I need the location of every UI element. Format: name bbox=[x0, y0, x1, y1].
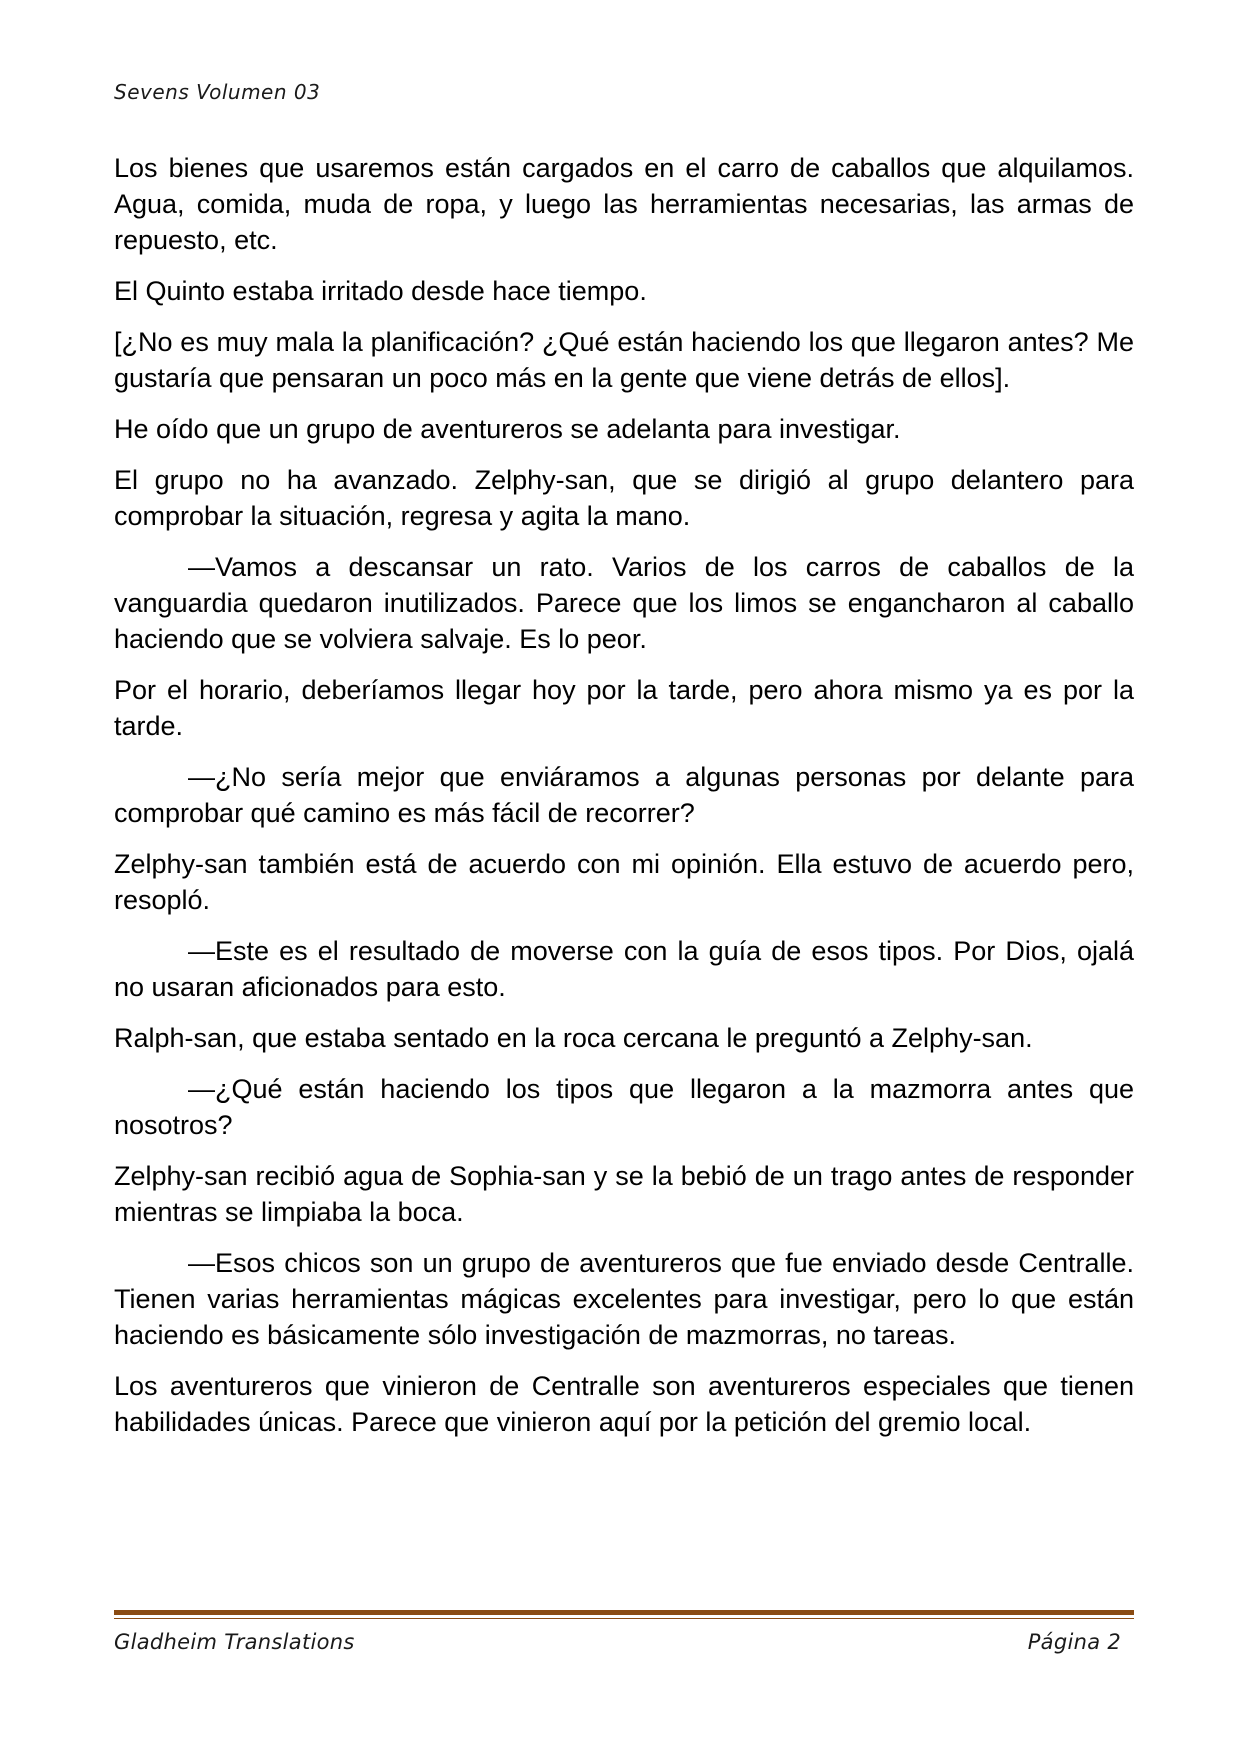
dialogue-paragraph: —¿Qué están haciendo los tipos que llegaron a la mazmorra antes que nosotros? bbox=[114, 1074, 1134, 1140]
dialogue-paragraph: —Este es el resultado de moverse con la guía de esos tipos. Por Dios, ojalá no usaran aficionados para esto. bbox=[114, 936, 1134, 1002]
paragraph: Ralph-san, que estaba sentado en la roca cercana le preguntó a Zelphy-san. bbox=[114, 1023, 1033, 1053]
dialogue-paragraph: —¿No sería mejor que enviáramos a algunas personas por delante para comprobar qué camino es más fácil de recorrer? bbox=[114, 762, 1134, 828]
body-text bbox=[114, 150, 1134, 1455]
paragraph: He oído que un grupo de aventureros se adelanta para investigar. bbox=[114, 414, 901, 444]
paragraph: Zelphy-san también está de acuerdo con mi opinión. Ella estuvo de acuerdo pero, resopló. bbox=[114, 849, 1134, 915]
paragraph: El grupo no ha avanzado. Zelphy-san, que se dirigió al grupo delantero para comprobar la situación, regresa y agita la mano. bbox=[114, 465, 1134, 531]
dialogue-paragraph: —Esos chicos son un grupo de aventureros que fue enviado desde Centralle. Tienen varias herramientas mágicas excelentes para investigar, pero lo que están haciendo es básicamente sólo investigación de mazmorras, no tareas. bbox=[114, 1248, 1134, 1350]
paragraph: Zelphy-san recibió agua de Sophia-san y se la bebió de un trago antes de responder mientras se limpiaba la boca. bbox=[114, 1161, 1134, 1227]
dialogue-paragraph: —Vamos a descansar un rato. Varios de los carros de caballos de la vanguardia quedaron inutilizados. Parece que los limos se engancharon al caballo haciendo que se volviera salvaje. Es lo peor. bbox=[114, 552, 1134, 654]
paragraph: Los aventureros que vinieron de Centralle son aventureros especiales que tienen habilidades únicas. Parece que vinieron aquí por la petición del gremio local. bbox=[114, 1371, 1134, 1437]
paragraph: Por el horario, deberíamos llegar hoy por la tarde, pero ahora mismo ya es por la tarde. bbox=[114, 675, 1134, 741]
footer-divider-thick bbox=[114, 1610, 1134, 1615]
footer-divider-thin bbox=[114, 1618, 1134, 1619]
footer-divider bbox=[114, 1610, 1134, 1619]
paragraph: [¿No es muy mala la planificación? ¿Qué están haciendo los que llegaron antes? Me gustaría que pensaran un poco más en la gente que viene detrás de ellos]. bbox=[114, 327, 1134, 393]
footer-translator: Gladheim Translations bbox=[114, 1630, 355, 1654]
page-header-title: Sevens Volumen 03 bbox=[114, 80, 321, 104]
paragraph: Los bienes que usaremos están cargados en el carro de caballos que alquilamos. Agua, comida, muda de ropa, y luego las herramientas necesarias, las armas de repuesto, etc. bbox=[114, 153, 1134, 255]
paragraph: El Quinto estaba irritado desde hace tiempo. bbox=[114, 276, 647, 306]
footer-page-number: Página 2 bbox=[1027, 1630, 1121, 1654]
